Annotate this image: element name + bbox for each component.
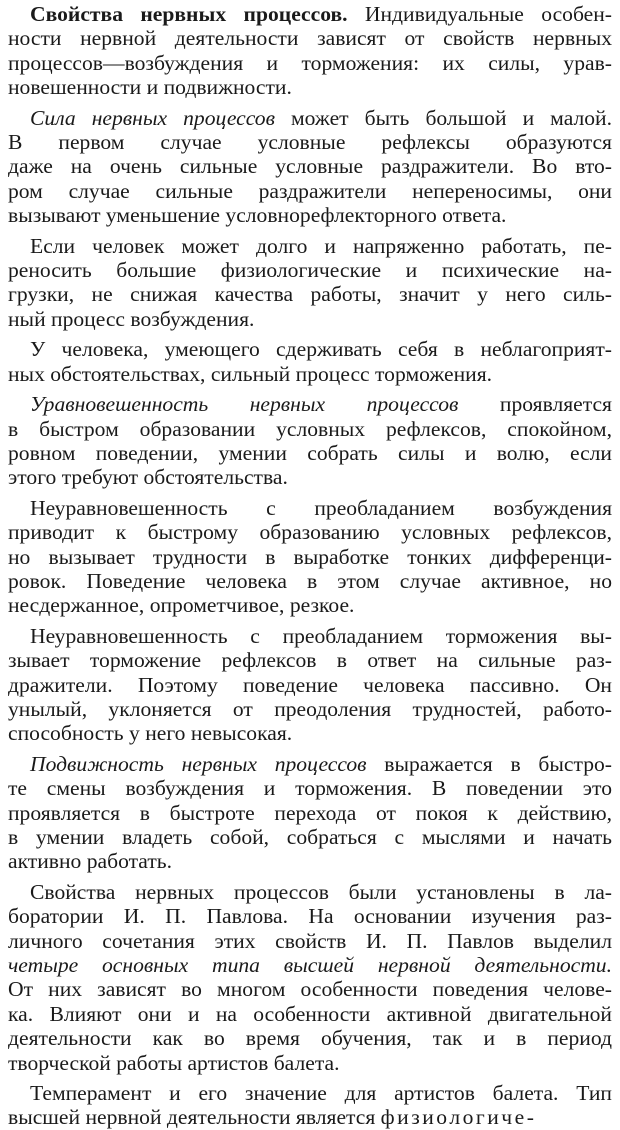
paragraph — [8, 880, 612, 1075]
text-segment: в быстром образовании условных рефлексов, спокойном, — [8, 416, 612, 441]
paragraph — [8, 496, 612, 618]
text-segment: выражается в быстро- — [366, 751, 612, 776]
text-line — [8, 75, 612, 99]
text-segment: Индивидуальные особен- — [347, 2, 612, 26]
text-segment: В первом случае условные рефлексы образуются — [8, 130, 612, 155]
text-segment: деятельности как во время обучения, так и в период — [8, 1026, 612, 1051]
text-line — [8, 880, 612, 904]
text-line — [8, 179, 612, 203]
text-segment: приводит к быстрому образованию условных рефлексов, — [8, 520, 612, 545]
text-segment: ный процесс возбуждения. — [8, 306, 255, 331]
text-segment: зывает торможение рефлексов в ответ на сильные раз- — [8, 648, 612, 673]
text-line — [8, 520, 612, 544]
text-segment: Темперамент и его значение для артистов балета. Тип — [30, 1081, 612, 1106]
paragraph — [8, 624, 612, 746]
text-segment: но вызывает трудности в выработке тонких дифференци- — [8, 544, 612, 569]
paragraph — [8, 2, 612, 100]
text-line — [8, 51, 612, 75]
italic-term: Подвижность нервных процессов — [30, 751, 367, 776]
text-segment: проявляется в быстроте перехода от покоя к действию, — [8, 800, 612, 825]
text-line — [8, 496, 612, 520]
text-line — [8, 648, 612, 672]
text-segment: У человека, умеющего сдерживать себя в неблагоприят- — [30, 337, 612, 362]
text-line — [8, 1051, 612, 1075]
text-segment: Если человек может долго и напряженно работать, пе- — [30, 233, 612, 258]
text-line — [8, 307, 612, 331]
paragraph — [8, 234, 612, 332]
text-line — [8, 776, 612, 800]
text-segment: творческой работы артистов балета. — [8, 1050, 340, 1075]
text-line — [8, 721, 612, 745]
text-line — [8, 825, 612, 849]
text-segment: может быть большой и малой. — [274, 105, 612, 130]
text-segment: способность у него невысокая. — [8, 721, 293, 746]
text-segment: ровном поведении, умении собрать силы и волю, если — [8, 440, 612, 465]
text-line — [8, 417, 612, 441]
text-segment: ных обстоятельствах, сильный процесс торможения. — [8, 361, 493, 386]
text-line — [8, 1026, 612, 1050]
text-segment: ности нервной деятельности зависят от свойств нервных — [8, 26, 612, 51]
text-line — [8, 569, 612, 593]
text-line — [8, 697, 612, 721]
text-line — [8, 154, 612, 178]
paragraph — [8, 106, 612, 228]
text-line — [8, 441, 612, 465]
text-line — [8, 203, 612, 227]
paragraph — [8, 1081, 612, 1130]
text-line — [8, 1105, 612, 1129]
bold-heading: Свойства нервных процессов. — [30, 2, 348, 26]
text-line — [8, 1002, 612, 1026]
text-line — [8, 545, 612, 569]
text-segment: ром случае сильные раздражители непереносимы, они — [8, 178, 612, 203]
text-segment: даже на очень сильные условные раздражители. Во вто- — [8, 154, 612, 179]
text-segment: Неуравновешенность с преобладанием возбуждения — [30, 495, 612, 520]
text-segment: унылый, уклоняется от преодоления трудностей, работо- — [8, 696, 612, 721]
text-segment: процессов—возбуждения и торможения: их силы, урав- — [8, 50, 612, 75]
text-line — [8, 234, 612, 258]
text-line — [8, 953, 612, 977]
paragraph — [8, 337, 612, 386]
text-line — [8, 624, 612, 648]
text-line — [8, 282, 612, 306]
text-segment: высшей нервной деятельности является — [8, 1105, 381, 1130]
text-segment: несдержанное, опрометчивое, резкое. — [8, 593, 355, 618]
italic-term: четыре основных типа высшей нервной деятельности. — [8, 953, 612, 978]
text-line — [8, 2, 612, 26]
text-segment: личного сочетания этих свойств И. П. Павлов выделил — [8, 928, 612, 953]
text-line — [8, 904, 612, 928]
text-segment: проявляется — [458, 392, 612, 417]
text-segment: ка. Влияют они и на особенности активной двигательной — [8, 1001, 612, 1026]
text-line — [8, 130, 612, 154]
text-segment: грузки, не снижая качества работы, значит у него силь- — [8, 282, 612, 307]
text-segment: физиологиче- — [380, 1105, 537, 1130]
text-segment: вызывают уменьшение условнорефлекторного ответа. — [8, 203, 507, 228]
text-segment: ровок. Поведение человека в этом случае активное, но — [8, 568, 612, 593]
text-line — [8, 392, 612, 416]
text-line — [8, 801, 612, 825]
italic-term: Сила нервных процессов — [30, 105, 275, 130]
text-line — [8, 258, 612, 282]
text-line — [8, 362, 612, 386]
text-segment: От них зависят во многом особенности поведения челове- — [8, 977, 612, 1002]
text-line — [8, 977, 612, 1001]
text-segment: в умении владеть собой, собраться с мыслями и начать — [8, 825, 612, 849]
text-segment: Неуравновешенность с преобладанием торможения вы- — [30, 623, 612, 648]
text-line — [8, 1081, 612, 1105]
italic-term: Уравновешенность нервных процессов — [30, 392, 459, 417]
text-line — [8, 593, 612, 617]
text-segment: дражители. Поэтому поведение человека пассивно. Он — [8, 672, 612, 697]
text-line — [8, 106, 612, 130]
text-segment: боратории И. П. Павлова. На основании изучения раз- — [8, 904, 612, 929]
text-segment: Свойства нервных процессов были установлены в ла- — [30, 879, 612, 904]
text-line — [8, 673, 612, 697]
text-line — [8, 752, 612, 776]
text-segment: реносить большие физиологические и психические на- — [8, 258, 612, 283]
text-line — [8, 929, 612, 953]
paragraph — [8, 752, 612, 874]
text-segment: те смены возбуждения и торможения. В поведении это — [8, 776, 612, 801]
paragraph — [8, 392, 612, 490]
text-segment: активно работать. — [8, 849, 173, 874]
text-line — [8, 849, 612, 873]
text-segment: новешенности и подвижности. — [8, 75, 292, 100]
text-segment: этого требуют обстоятельства. — [8, 465, 288, 490]
text-line — [8, 465, 612, 489]
text-line — [8, 26, 612, 50]
text-line — [8, 337, 612, 361]
